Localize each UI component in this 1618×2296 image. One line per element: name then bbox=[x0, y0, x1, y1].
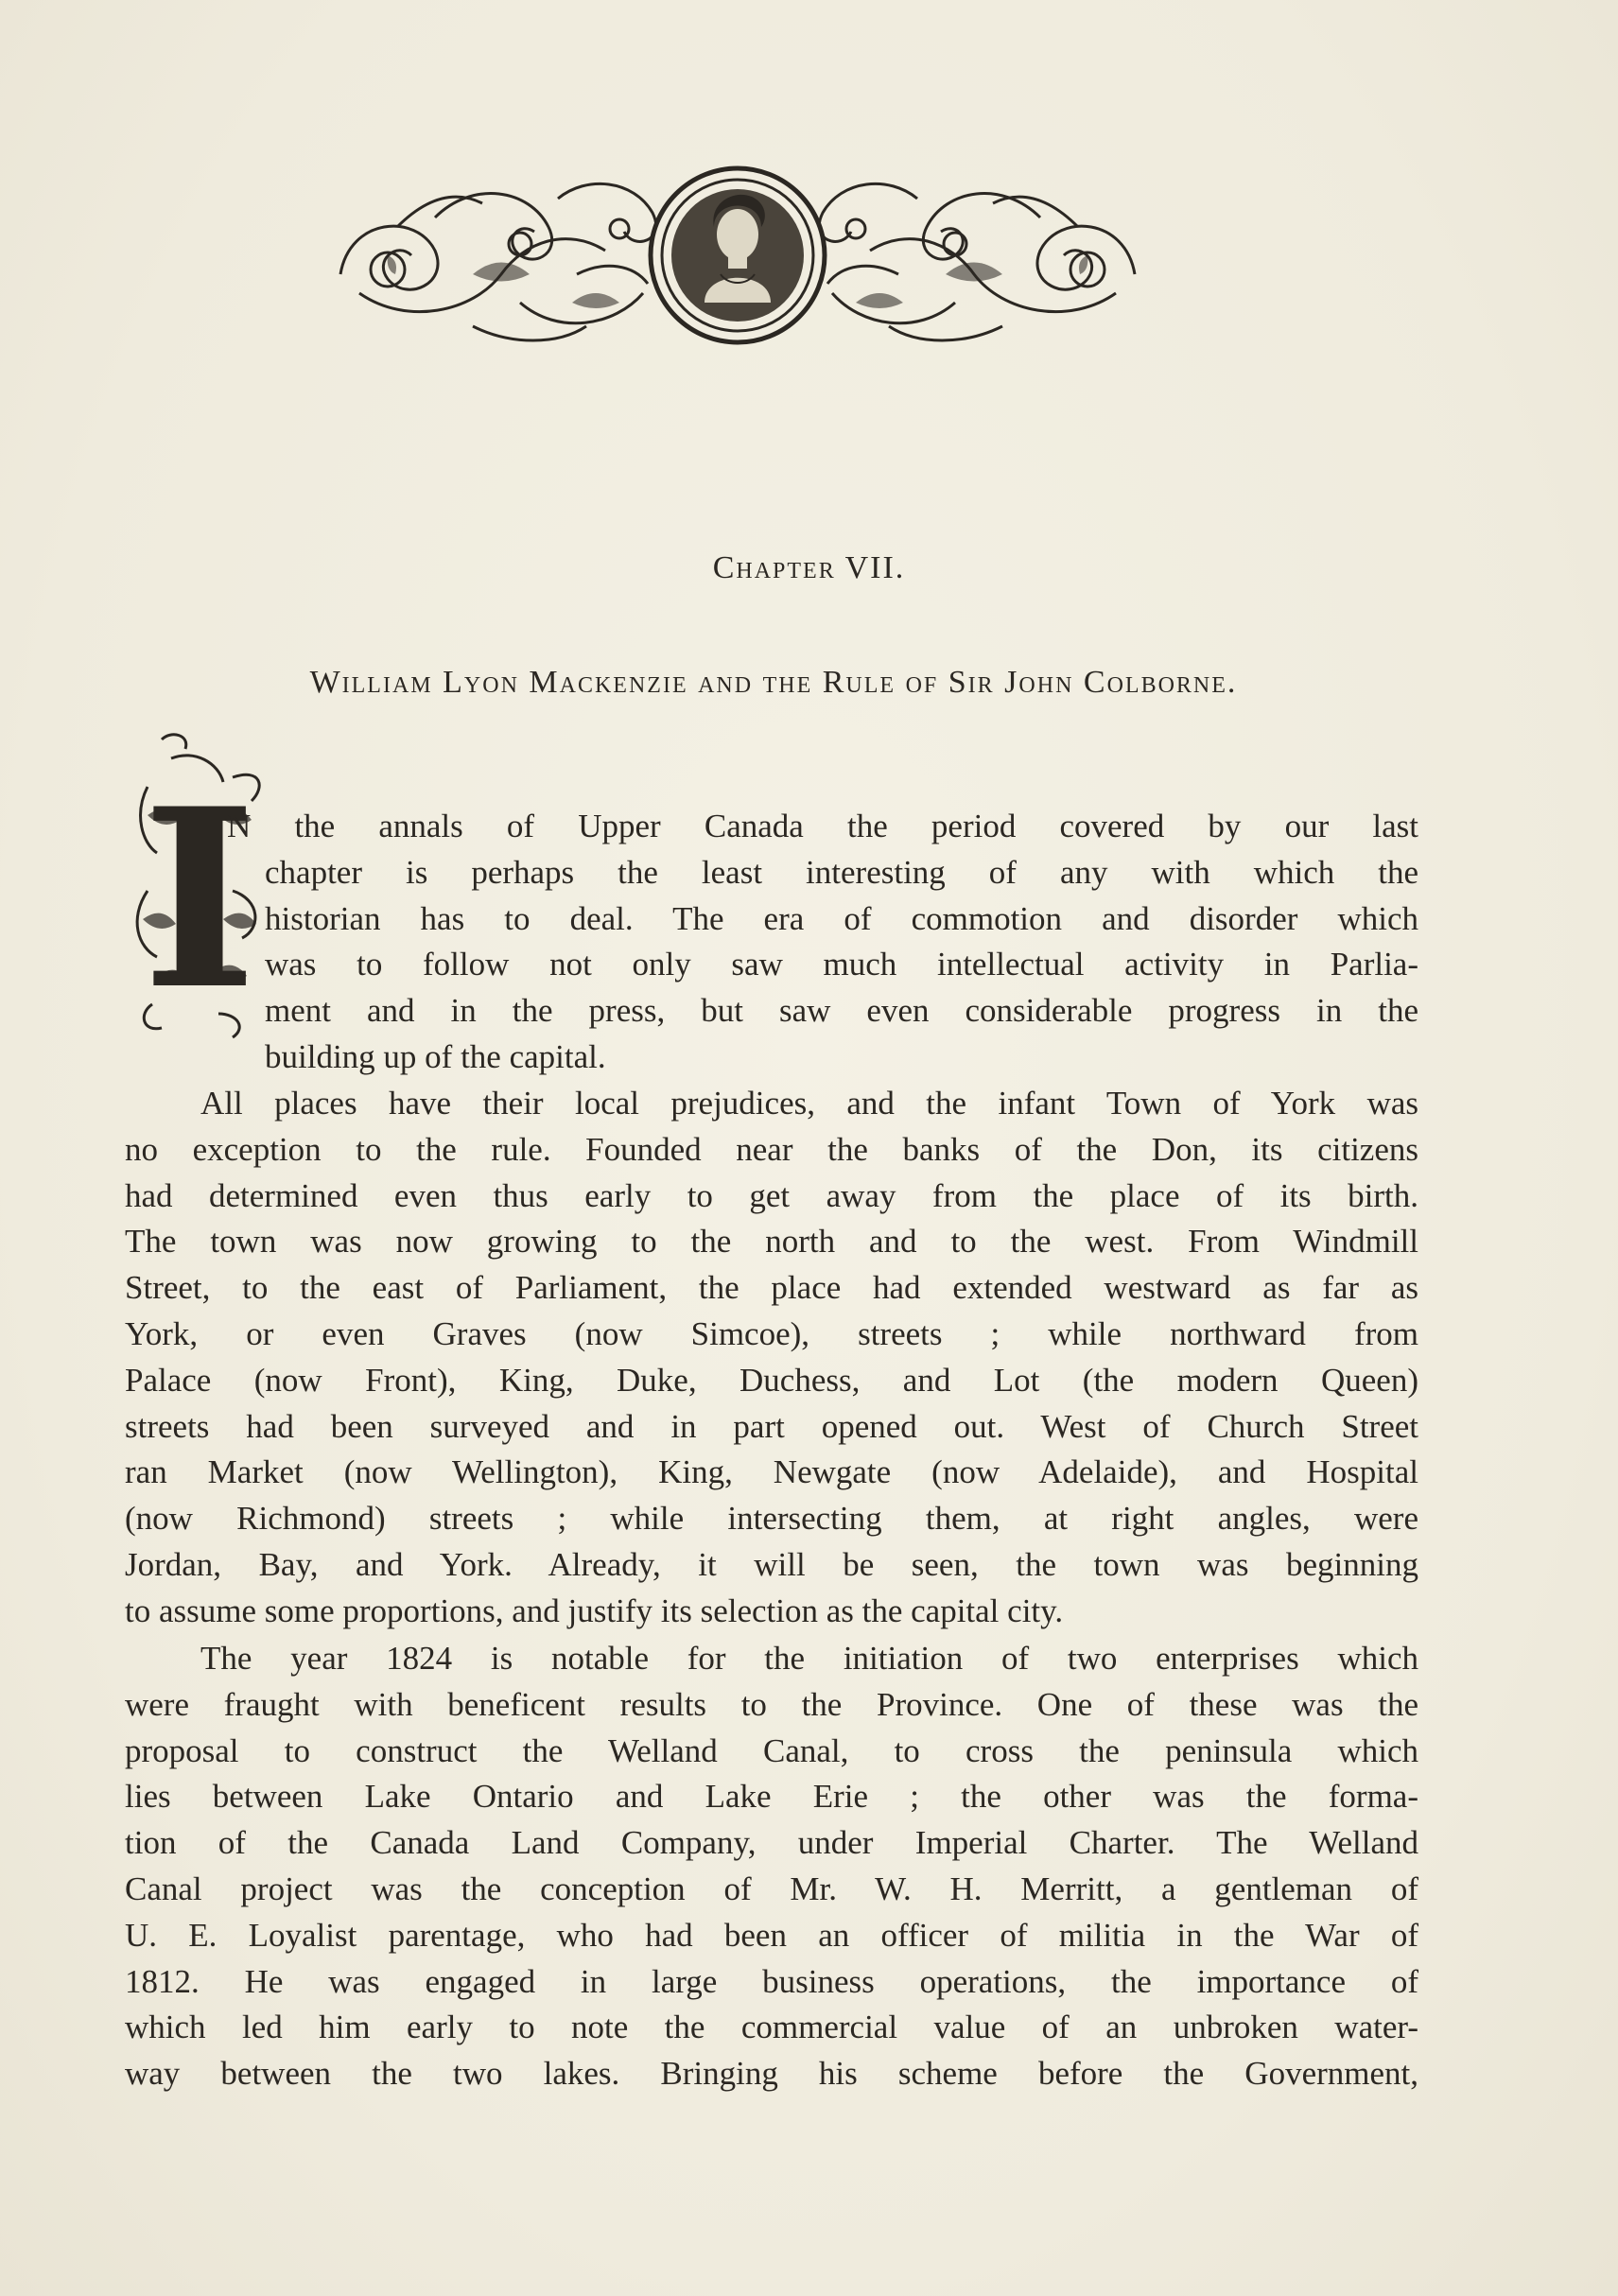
paragraph-2-line: streets had been surveyed and in part opened out. West of Church Street bbox=[125, 1407, 1418, 1445]
dropcap-letter: I bbox=[142, 756, 257, 1044]
paragraph-1-line: building up of the capital. bbox=[265, 1037, 606, 1075]
paragraph-3-line: tion of the Canada Land Company, under Imperial Charter. The Welland bbox=[125, 1824, 1418, 1862]
chapter-title-text: William Lyon Mackenzie and the Rule of Sir John Colborne. bbox=[309, 665, 1238, 700]
chapter-heading bbox=[0, 550, 1618, 586]
paragraph-3-line: Canal project was the conception of Mr. W. H. Merritt, a gentleman of bbox=[125, 1870, 1418, 1907]
paragraph-2 bbox=[125, 1081, 1418, 1635]
paragraph-3-line: The year 1824 is notable for the initiation of two enterprises which bbox=[200, 1640, 1418, 1677]
paragraph-2-line: ran Market (now Wellington), King, Newgate (now Adelaide), and Hospital bbox=[125, 1453, 1418, 1491]
paragraph-3-line: proposal to construct the Welland Canal, to cross the peninsula which bbox=[125, 1731, 1418, 1769]
decorative-dropcap bbox=[129, 730, 270, 1061]
paragraph-2-line: no exception to the rule. Founded near the banks of the Don, its citizens bbox=[125, 1130, 1418, 1168]
paragraph-3-line: way between the two lakes. Bringing his scheme before the Government, bbox=[125, 2055, 1418, 2093]
paragraph-1-line: chapter is perhaps the least interesting of any with which the bbox=[265, 853, 1418, 891]
paragraph-2-line: Street, to the east of Parliament, the place had extended westward as far as bbox=[125, 1269, 1418, 1307]
paragraph-1-line: N the annals of Upper Canada the period covered by our last bbox=[227, 808, 1418, 844]
ornamental-headpiece bbox=[331, 161, 1144, 359]
chapter-title bbox=[168, 665, 1379, 701]
paragraph-2-line: Palace (now Front), King, Duke, Duchess, and Lot (the modern Queen) bbox=[125, 1361, 1418, 1399]
paragraph-3-line: U. E. Loyalist parentage, who had been an officer of militia in the War of bbox=[125, 1916, 1418, 1954]
paragraph-2-line: to assume some proportions, and justify its selection as the capital city. bbox=[125, 1592, 1064, 1629]
paragraph-3-line: lies between Lake Ontario and Lake Erie ; the other was the forma- bbox=[125, 1778, 1418, 1816]
paragraph-1-line: ment and in the press, but saw even considerable progress in the bbox=[265, 992, 1418, 1030]
paragraph-3-line: which led him early to note the commercial value of an unbroken water- bbox=[125, 2009, 1418, 2046]
paragraph-2-line: Jordan, Bay, and York. Already, it will be seen, the town was beginning bbox=[125, 1545, 1418, 1583]
chapter-heading-text: Chapter VII. bbox=[712, 550, 906, 585]
paragraph-1 bbox=[227, 804, 1418, 1081]
paragraph-2-line: (now Richmond) streets ; while intersecting them, at right angles, were bbox=[125, 1500, 1418, 1538]
paragraph-1-line: was to follow not only saw much intellectual activity in Parlia- bbox=[265, 946, 1418, 983]
paragraph-2-line: had determined even thus early to get away from the place of its birth. bbox=[125, 1176, 1418, 1214]
paragraph-1-line: historian has to deal. The era of commotion and disorder which bbox=[265, 899, 1418, 937]
paragraph-2-line: The town was now growing to the north and to the west. From Windmill bbox=[125, 1223, 1418, 1261]
paragraph-3-line: 1812. He was engaged in large business operations, the importance of bbox=[125, 1962, 1418, 2000]
paragraph-3 bbox=[125, 1636, 1418, 2097]
paragraph-2-line: York, or even Graves (now Simcoe), streets ; while northward from bbox=[125, 1314, 1418, 1352]
paragraph-2-line: All places have their local prejudices, and the infant Town of York was bbox=[200, 1085, 1418, 1122]
paragraph-3-line: were fraught with beneficent results to the Province. One of these was the bbox=[125, 1685, 1418, 1723]
